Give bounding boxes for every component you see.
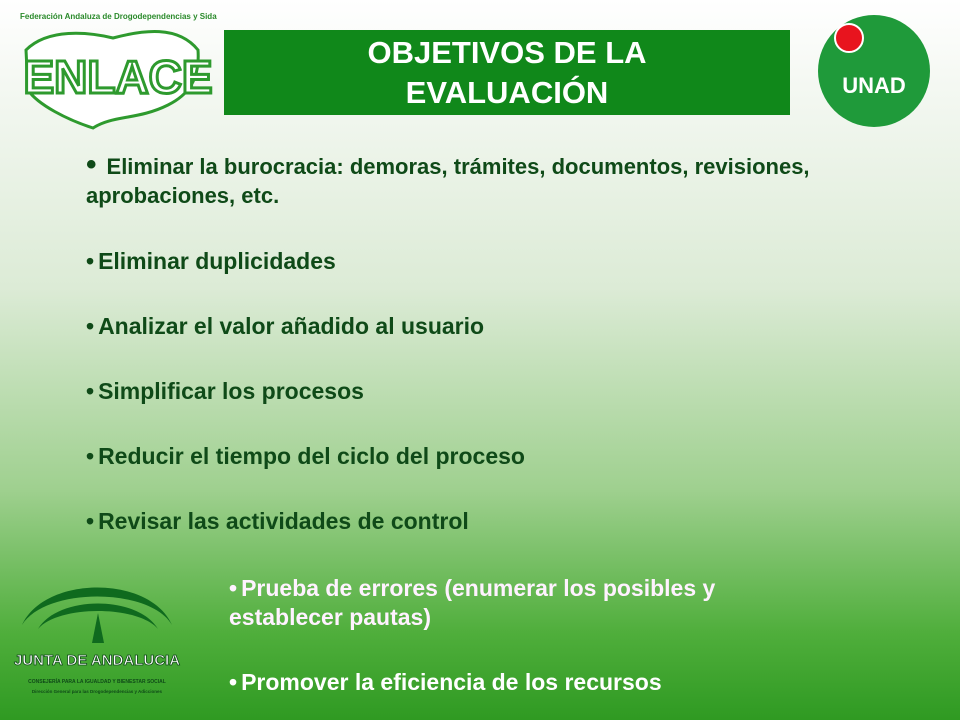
enlace-logo-text: ENLACE [23,51,213,103]
bullet-item: • Reducir el tiempo del ciclo del proceso [86,443,525,469]
junta-logo-text: JUNTA DE ANDALUCIA [13,652,181,669]
bullet-item: • Eliminar la burocracia: demoras, trámites, documentos, revisiones, aprobaciones, etc. [86,148,810,208]
bullet-item: • Promover la eficiencia de los recursos [229,669,662,695]
bullet-item: • Analizar el valor añadido al usuario [86,313,485,339]
title-line-1: OBJETIVOS DE LA [367,34,647,70]
bullet-item: • Simplificar los procesos [86,378,364,404]
title-line-2: EVALUACIÓN [405,74,609,110]
bullet-item: • Eliminar duplicidades [86,248,336,274]
unad-logo-text: UNAD [842,73,906,98]
bullet-item: • Revisar las actividades de control [86,508,469,534]
junta-de-andalucia-logo [10,565,185,710]
slide-title [224,30,790,115]
junta-subtitle-2: Dirección General para las Drogodependencias y Adicciones [31,689,163,694]
enlace-logo [18,10,218,135]
bullet-item: • Prueba de errores (enumerar los posibles y establecer pautas) [229,575,716,630]
federation-caption: Federación Andaluza de Drogodependencias y Sida [20,12,217,21]
junta-subtitle: CONSEJERÍA PARA LA IGUALDAD Y BIENESTAR SOCIAL [28,679,166,685]
unad-logo [815,12,933,130]
